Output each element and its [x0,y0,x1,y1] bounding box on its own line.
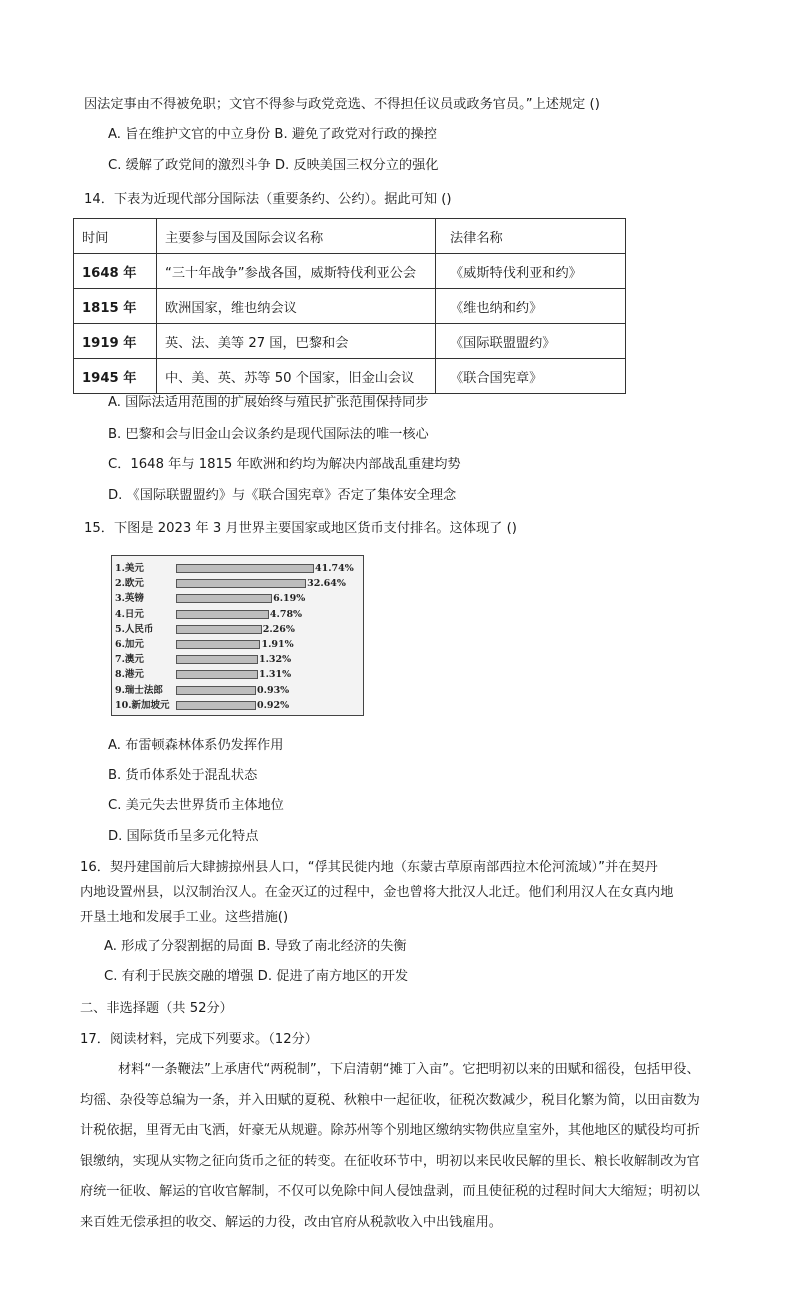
q14-stem: 14．下表为近现代部分国际法（重要条约、公约）。据此可知 () [84,192,452,207]
chart-category-label: 1.美元 [115,563,144,574]
cell-law: 《联合国宪章》 [436,359,626,394]
chart-bar [176,670,258,679]
chart-row [112,668,363,681]
table-row [74,254,626,289]
chart-value-label: 1.32% [259,654,292,666]
cell-participants: 中、美、英、苏等 50 个国家，旧金山会议 [157,359,436,394]
q14-option-a[interactable]: A. 国际法适用范围的扩展始终与殖民扩张范围保持同步 [108,395,429,410]
chart-bar [176,701,256,710]
q14-option-b[interactable]: B. 巴黎和会与旧金山会议条约是现代国际法的唯一核心 [108,427,429,442]
cell-law: 《威斯特伐利亚和约》 [436,254,626,289]
chart-bar [176,640,260,649]
header-participants: 主要参与国及国际会议名称 [157,219,436,254]
chart-value-label: 2.26% [262,623,295,635]
chart-value-label: 0.93% [257,684,290,696]
chart-value-label: 41.74% [315,563,354,574]
chart-bar [176,610,269,619]
chart-bar [176,686,256,695]
chart-bar [176,564,314,573]
q15-option-a[interactable]: A. 布雷顿森林体系仍发挥作用 [108,738,284,753]
q16-stem-line2: 内地设置州县，以汉制治汉人。在金灭辽的过程中，金也曾将大批汉人北迁。他们利用汉人在女真内地 [80,885,674,900]
chart-value-label: 0.92% [257,699,290,711]
table-row [74,289,626,324]
cell-year: 1945 年 [74,359,157,394]
chart-category-label: 3.英镑 [115,593,144,605]
cell-year: 1648 年 [74,254,157,289]
cell-year: 1919 年 [74,324,157,359]
q15-option-d[interactable]: D. 国际货币呈多元化特点 [108,829,259,844]
q13-options-ab[interactable]: A. 旨在维护文官的中立身份 B. 避免了政党对行政的操控 [108,127,437,142]
cell-participants: 欧洲国家，维也纳会议 [157,289,436,324]
cell-year: 1815 年 [74,289,157,324]
q14-option-d[interactable]: D. 《国际联盟盟约》与《联合国宪章》否定了集体安全理念 [108,488,457,503]
chart-category-label: 6.加元 [115,639,144,650]
q16-options-cd[interactable]: C. 有利于民族交融的增强 D. 促进了南方地区的开发 [104,969,409,984]
q15-stem: 15．下图是 2023 年 3 月世界主要国家或地区货币支付排名。这体现了 () [84,521,517,536]
q15-option-c[interactable]: C. 美元失去世界货币主体地位 [108,798,284,813]
section-title: 二、非选择题（共 52分） [80,1001,233,1016]
chart-bar [176,625,262,634]
currency-ranking-chart [111,555,364,716]
chart-row [112,684,363,697]
chart-category-label: 5.人民币 [115,623,154,635]
cell-law: 《国际联盟盟约》 [436,324,626,359]
chart-category-label: 9.瑞士法郎 [115,684,163,696]
chart-value-label: 1.31% [258,669,292,681]
header-time: 时间 [74,219,157,254]
q14-option-c[interactable]: C．1648 年与 1815 年欧洲和约均为解决内部战乱重建均势 [108,457,461,472]
chart-category-label: 8.港元 [115,669,144,681]
chart-row [112,592,363,605]
q16-options-ab[interactable]: A. 形成了分裂割据的局面 B. 导致了南北经济的失衡 [104,939,407,954]
cell-law: 《维也纳和约》 [436,289,626,324]
table-row [74,324,626,359]
chart-bar [176,579,306,588]
q13-stem-tail: 因法定事由不得被免职；文官不得参与政党竞选、不得担任议员或政务官员。”上述规定 () [84,97,600,112]
chart-category-label: 2.欧元 [115,578,144,590]
q16-stem-line1: 16．契丹建国前后大肆掳掠州县人口，“俘其民徙内地（东蒙古草原南部西拉木伦河流域）”并在契丹 [80,860,658,875]
chart-category-label: 10.新加坡元 [115,699,170,711]
chart-row [112,653,363,666]
chart-category-label: 4.日元 [115,608,144,620]
chart-value-label: 32.64% [307,578,346,590]
table-row [74,359,626,394]
chart-value-label: 4.78% [269,608,303,620]
chart-bar [176,594,272,603]
chart-category-label: 7.澳元 [115,654,144,666]
chart-row [112,562,363,575]
q17-stem: 17．阅读材料，完成下列要求。（12分） [80,1032,318,1047]
q17-material: 材料“一条鞭法”上承唐代“两税制”，下启清朝“摊丁入亩”。它把明初以来的田赋和徭役，包括甲役、均徭、杂役等总编为一条，并入田赋的夏税、秋粮中一起征收，征税次数减少，税目化繁为简，以田亩数为计税依据，里胥无由飞洒，奸豪无从规避。除苏州等个别地区缴纳实物供应皇室外，其他地区的赋役均可折银缴纳，实现从实物之征向货币之征的转变。在征收环节中，明初以来民收民解的里长、粮长收解制改为官府统一征收、解运的官收官解制，不仅可以免除中间人侵蚀盘剥，而且使征税的过程时间大大缩短；明初以来百姓无偿承担的收交、解运的力役，改由官府从税款收入中出钱雇用。 [80,1062,700,1230]
cell-participants: 英、法、美等 27 国，巴黎和会 [157,324,436,359]
q16-stem-line3: 开垦土地和发展手工业。这些措施() [80,910,289,925]
header-law-name: 法律名称 [436,219,626,254]
chart-row [112,699,363,712]
chart-row [112,577,363,590]
chart-bar [176,655,258,664]
chart-row [112,638,363,651]
q15-option-b[interactable]: B. 货币体系处于混乱状态 [108,768,258,783]
chart-value-label: 1.91% [261,639,294,650]
table-header-row [74,219,626,254]
chart-row [112,623,363,636]
chart-value-label: 6.19% [273,593,306,605]
intl-law-table [73,218,626,394]
chart-row [112,608,363,621]
cell-participants: “三十年战争”参战各国，威斯特伐利亚公会 [157,254,436,289]
q13-options-cd[interactable]: C. 缓解了政党间的激烈斗争 D. 反映美国三权分立的强化 [108,158,439,173]
